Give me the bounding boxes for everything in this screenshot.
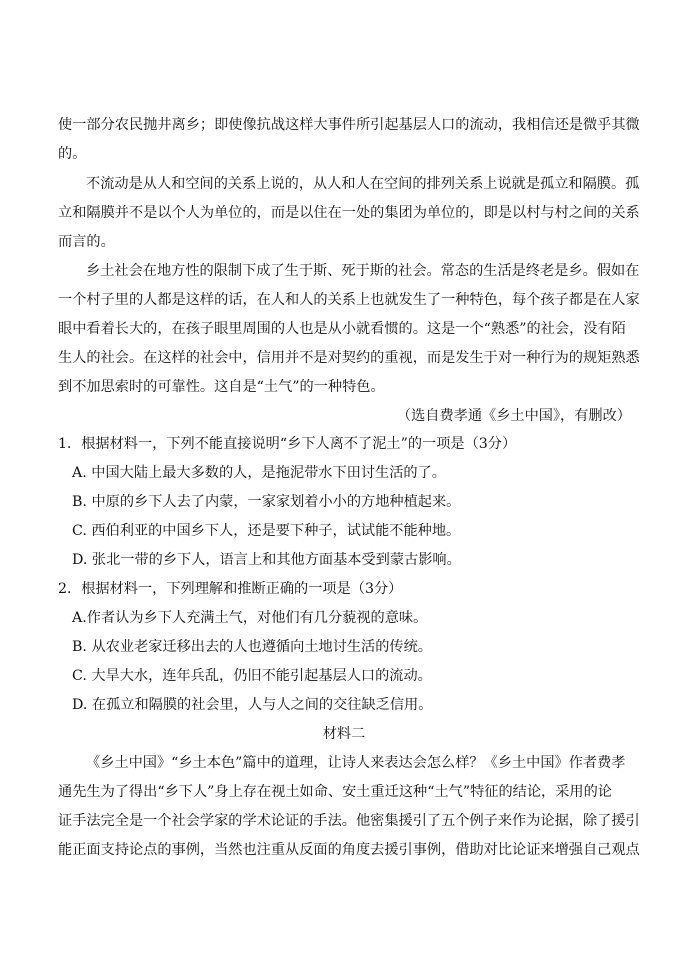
option-b: B. 中原的乡下人去了内蒙，一家家划着小小的方地种植起来。 [72,494,461,510]
option-d: D. 在孤立和隔膜的社会里，人与人之间的交往缺乏信用。 [72,697,433,713]
paragraph-line: 证手法完全是一个社会学家的学术论证的手法。他密集援引了五个例子来作为论据，除了援引 [58,813,640,829]
option-c: C. 大旱大水，连年兵乱，仍旧不能引起基层人口的流动。 [72,668,432,684]
option-a: A.作者认为乡下人充满土气，对他们有几分藐视的意味。 [72,610,428,626]
option-c: C. 西伯利亚的中国乡下人，还是要下种子，试试能不能种地。 [72,523,461,539]
paragraph-line: 眼中看着长大的，在孩子眼里周围的人也是从小就看惯的。这是一个“熟悉”的社会，没有陌 [58,321,626,337]
paragraph-line: 一个村子里的人都是这样的话，在人和人的关系上也就发生了一种特色，每个孩子都是在人家 [58,292,640,308]
paragraph-line: 的。 [58,146,87,162]
source-citation: （选自费孝通《乡土中国》，有删改） [396,408,631,424]
paragraph-line: 能正面支持论点的事例，当然也注重从反面的角度去援引事例，借助对比论证来增强自己观点 [58,842,640,858]
option-a: A. 中国大陆上最大多数的人，是拖泥带水下田讨生活的了。 [72,465,446,481]
paragraph-line: 而言的。 [58,234,115,250]
paragraph-line: 乡土社会在地方性的限制下成了生于斯、死于斯的社会。常态的生活是终老是乡。假如在 [86,263,640,279]
question-stem: 1．根据材料一，下列不能直接说明“乡下人离不了泥土”的一项是（3分） [58,436,517,452]
section-heading: 材料二 [322,726,366,742]
paragraph-line: 《乡土中国》“乡土本色”篇中的道理，让诗人来表达会怎么样？《乡土中国》作者费孝 [86,755,626,771]
paragraph-line: 生人的社会。在这样的社会中，信用并不是对契约的重视，而是发生于对一种行为的规矩熟悉 [58,350,640,366]
question-stem: 2．根据材料一，下列理解和推断正确的一项是（3分） [58,581,403,597]
paragraph-line: 使一部分农民抛井离乡；即使像抗战这样大事件所引起基层人口的流动，我相信还是微乎其微 [58,117,640,133]
option-d: D. 张北一带的乡下人，语言上和其他方面基本受到蒙古影响。 [72,552,461,568]
paragraph-line: 到不加思索时的可靠性。这自是“土气”的一种特色。 [58,379,385,395]
paragraph-line: 通先生为了得出“乡下人”身上存在视土如命、安土重迁这种“土气”特征的结论，采用的论 [58,784,612,800]
paragraph-line: 不流动是从人和空间的关系上说的，从人和人在空间的排列关系上说就是孤立和隔膜。孤 [86,176,640,192]
paragraph-line: 立和隔膜并不是以个人为单位的，而是以住在一处的集团为单位的，即是以村与村之间的关系 [58,205,640,221]
option-b: B. 从农业老家迁移出去的人也遵循向土地讨生活的传统。 [72,639,432,655]
